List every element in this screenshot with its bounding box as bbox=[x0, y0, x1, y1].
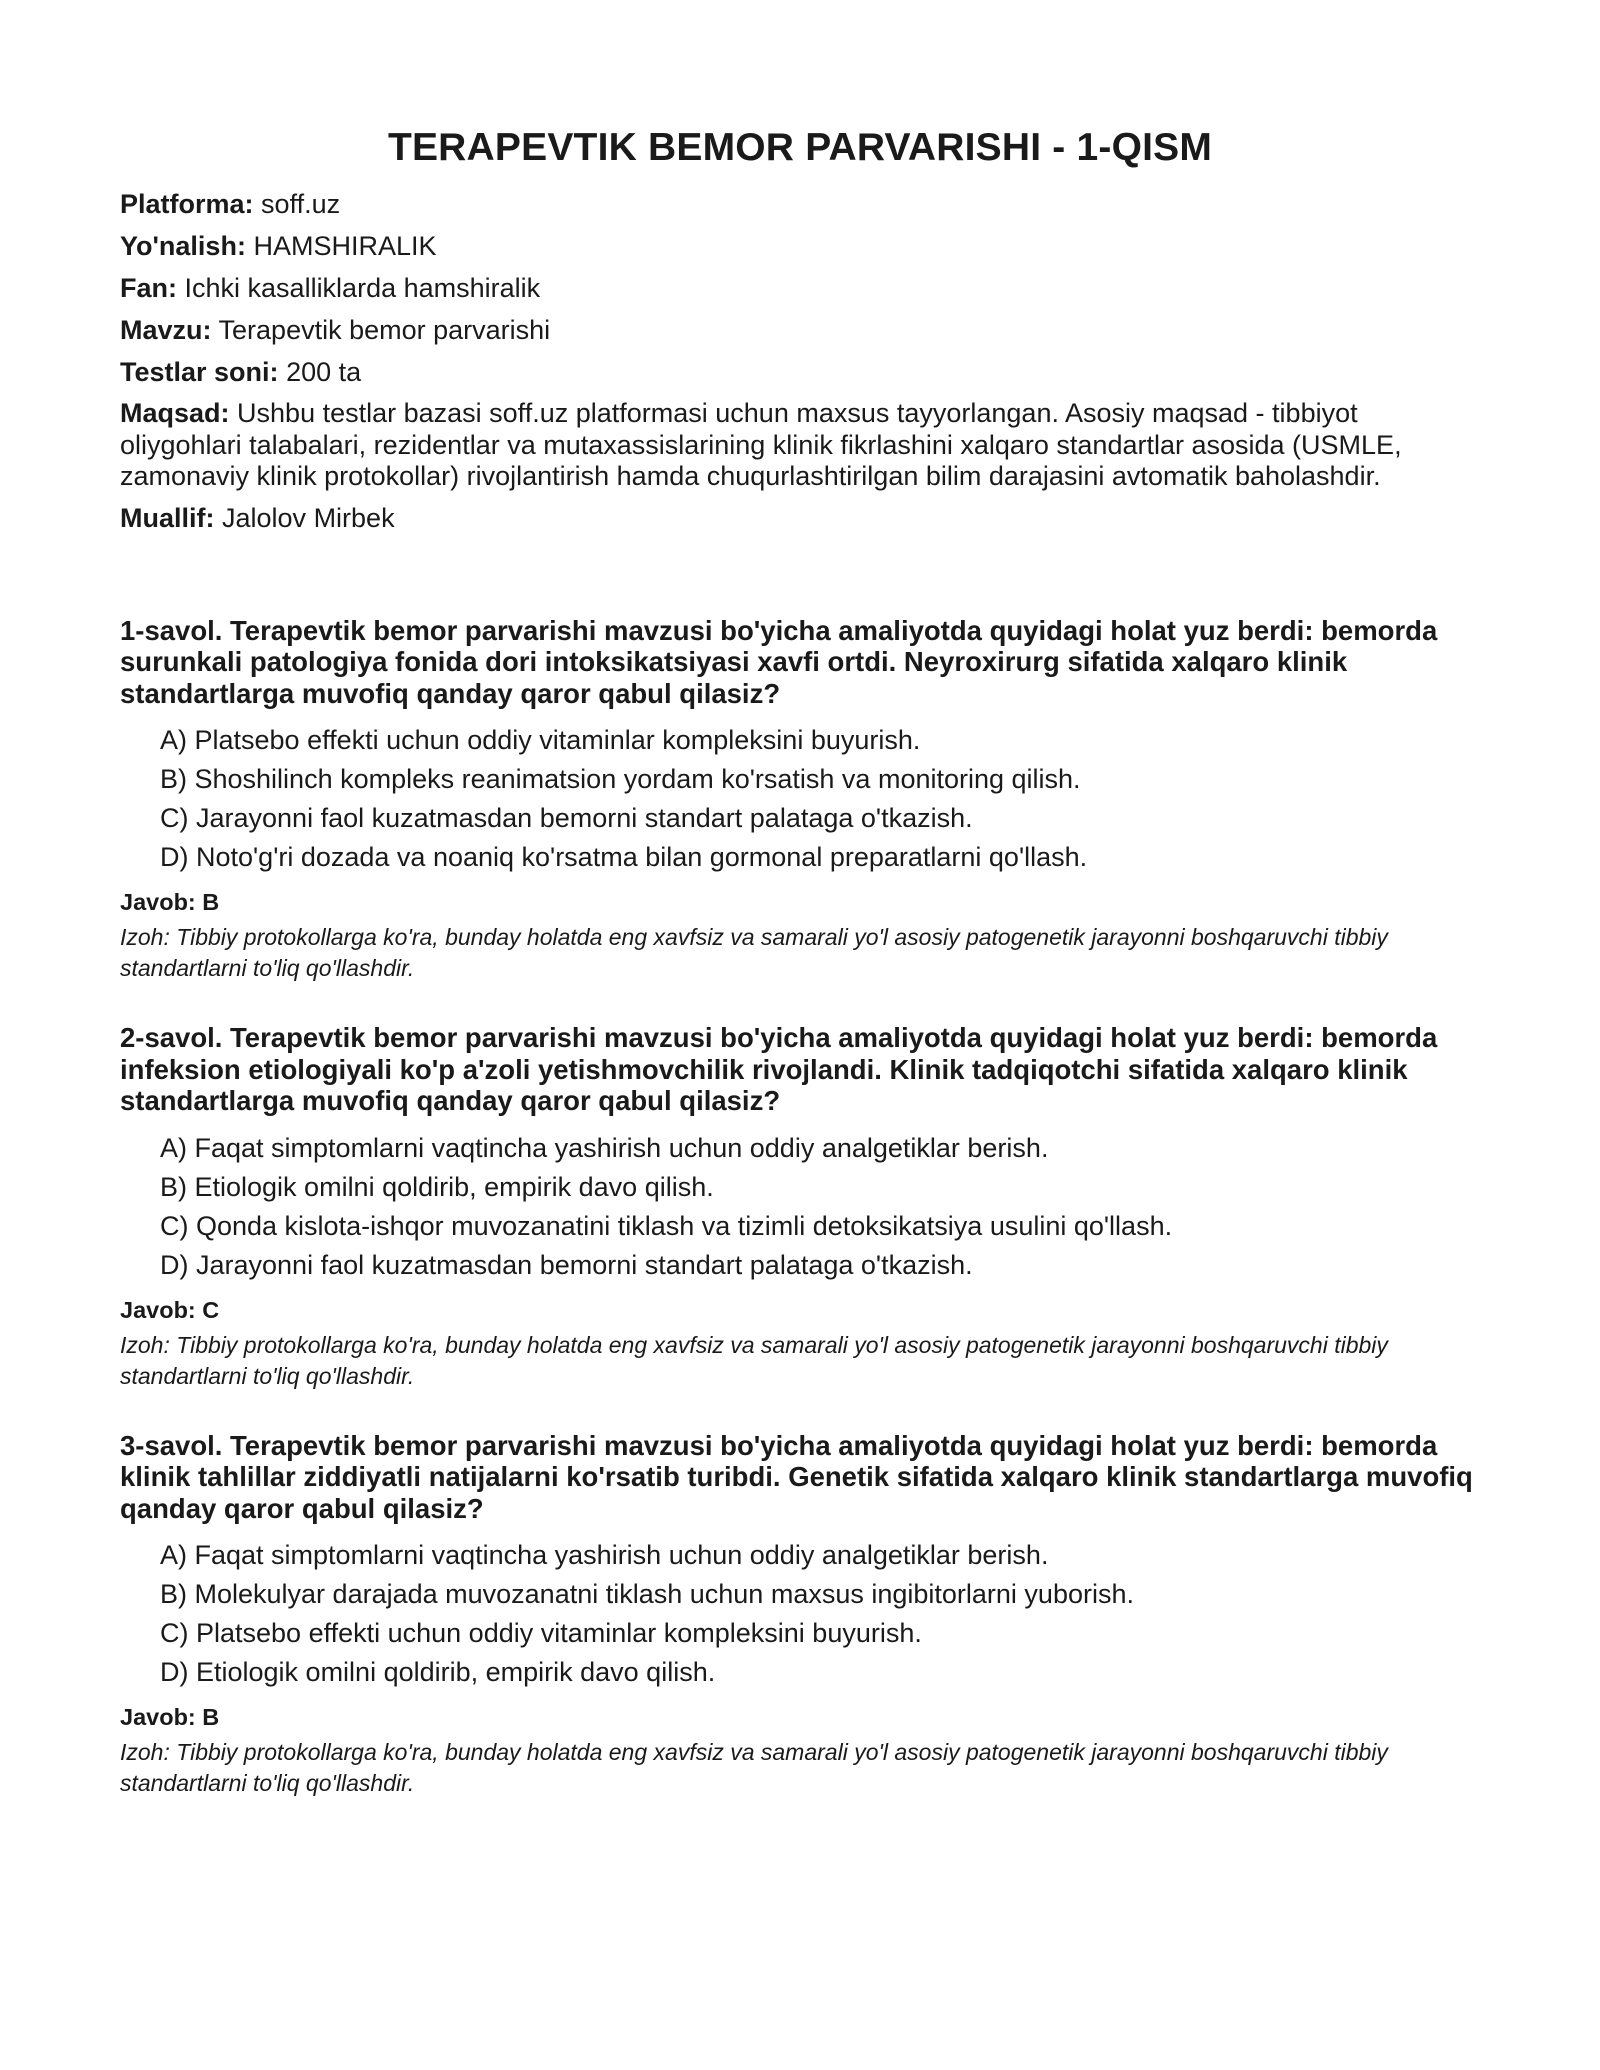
answer-option: A) Platsebo effekti uchun oddiy vitaminlar kompleksini buyurish. bbox=[160, 725, 921, 755]
question-item bbox=[120, 1022, 1480, 1392]
meta-label: Mavzu: bbox=[120, 315, 212, 345]
document-page bbox=[120, 118, 1480, 1837]
answer-option: A) Faqat simptomlarni vaqtincha yashirish uchun oddiy analgetiklar berish. bbox=[160, 1132, 1049, 1163]
meta-value: 200 ta bbox=[286, 357, 362, 387]
answer-option: A) Faqat simptomlarni vaqtincha yashirish uchun oddiy analgetiklar berish. bbox=[160, 1540, 1049, 1570]
question-text: 3-savol. Terapevtik bemor parvarishi mavzusi bo'yicha amaliyotda quyidagi holat yuz berdi: bemorda klinik tahlillar ziddiyatli natijalarni ko'rsatib turibdi. Genetik sifatida xalqaro klinik standartlarga muvofiq qanday qaror qabul qilasiz? bbox=[120, 1429, 1473, 1524]
meta-label: Platforma: bbox=[120, 189, 254, 219]
answer-option: C) Jarayonni faol kuzatmasdan bemorni standart palataga o'tkazish. bbox=[160, 803, 973, 833]
meta-label: Maqsad: bbox=[120, 398, 230, 428]
answer-option: B) Molekulyar darajada muvozanatni tiklash uchun maxsus ingibitorlarni yuborish. bbox=[160, 1579, 1134, 1609]
question-text: 1-savol. Terapevtik bemor parvarishi mavzusi bo'yicha amaliyotda quyidagi holat yuz berdi: bemorda surunkali patologiya fonida dori intoksikatsiyasi xavfi ortdi. Neyroxirurg sifatida xalqaro klinik standartlarga muvofiq qanday qaror qabul qilasiz? bbox=[120, 614, 1438, 709]
meta-label: Testlar soni: bbox=[120, 357, 279, 387]
correct-answer: Javob: C bbox=[120, 1296, 220, 1323]
meta-subject bbox=[120, 272, 1480, 305]
meta-info bbox=[120, 188, 1480, 535]
correct-answer: Javob: B bbox=[120, 889, 220, 915]
meta-value: Terapevtik bemor parvarishi bbox=[218, 315, 551, 345]
meta-value: Ichki kasalliklarda hamshiralik bbox=[184, 273, 541, 303]
meta-author bbox=[120, 502, 1480, 535]
meta-value: soff.uz bbox=[261, 189, 341, 219]
meta-label: Yo'nalish: bbox=[120, 231, 246, 261]
meta-value: HAMSHIRALIK bbox=[253, 231, 437, 261]
meta-topic bbox=[120, 314, 1480, 347]
question-item bbox=[120, 1430, 1480, 1800]
question-list bbox=[120, 615, 1480, 1800]
question-item bbox=[120, 615, 1480, 985]
explanation-note: Izoh: Tibbiy protokollarga ko'ra, bunday holatda eng xavfsiz va samarali yo'l asosiy patogenetik jarayonni boshqaruvchi tibbiy standartlarni to'liq qo'llashdir. bbox=[120, 924, 1388, 981]
answer-option: C) Qonda kislota-ishqor muvozanatini tiklash va tizimli detoksikatsiya usulini qo'llash. bbox=[160, 1210, 1173, 1241]
meta-value: Ushbu testlar bazasi soff.uz platformasi uchun maxsus tayyorlangan. Asosiy maqsad - tibbiyot oliygohlari talabalari, rezidentlar va mutaxassislarining klinik fikrlashini xalqaro standartlar asosida (USMLE, zamonaviy klinik protokollar) rivojlantirish hamda chuqurlashtirilgan bilim darajasini avtomatik baholashdir. bbox=[120, 398, 1402, 491]
meta-label: Muallif: bbox=[120, 502, 215, 533]
meta-direction bbox=[120, 230, 1480, 263]
page-title: TERAPEVTIK BEMOR PARVARISHI - 1-QISM bbox=[387, 126, 1213, 169]
explanation-note: Izoh: Tibbiy protokollarga ko'ra, bunday holatda eng xavfsiz va samarali yo'l asosiy patogenetik jarayonni boshqaruvchi tibbiy standartlarni to'liq qo'llashdir. bbox=[120, 1331, 1388, 1389]
answer-option: C) Platsebo effekti uchun oddiy vitaminlar kompleksini buyurish. bbox=[160, 1618, 922, 1648]
meta-value: Jalolov Mirbek bbox=[222, 502, 395, 533]
answer-option: D) Jarayonni faol kuzatmasdan bemorni standart palataga o'tkazish. bbox=[160, 1249, 973, 1280]
answer-option: B) Shoshilinch kompleks reanimatsion yordam ko'rsatish va monitoring qilish. bbox=[160, 764, 1081, 794]
meta-platform bbox=[120, 188, 1480, 221]
meta-test-count bbox=[120, 356, 1480, 389]
meta-goal bbox=[120, 398, 1480, 493]
answer-option: D) Noto'g'ri dozada va noaniq ko'rsatma bilan gormonal preparatlarni qo'llash. bbox=[160, 842, 1088, 872]
answer-option: B) Etiologik omilni qoldirib, empirik davo qilish. bbox=[160, 1171, 714, 1202]
question-text: 2-savol. Terapevtik bemor parvarishi mavzusi bo'yicha amaliyotda quyidagi holat yuz berdi: bemorda infeksion etiologiyali ko'p a'zoli yetishmovchilik rivojlandi. Klinik tadqiqotchi sifatida xalqaro klinik standartlarga muvofiq qanday qaror qabul qilasiz? bbox=[120, 1022, 1438, 1116]
meta-label: Fan: bbox=[120, 273, 177, 303]
correct-answer: Javob: B bbox=[120, 1704, 220, 1730]
explanation-note: Izoh: Tibbiy protokollarga ko'ra, bunday holatda eng xavfsiz va samarali yo'l asosiy patogenetik jarayonni boshqaruvchi tibbiy standartlarni to'liq qo'llashdir. bbox=[120, 1739, 1388, 1796]
answer-option: D) Etiologik omilni qoldirib, empirik davo qilish. bbox=[160, 1657, 716, 1687]
